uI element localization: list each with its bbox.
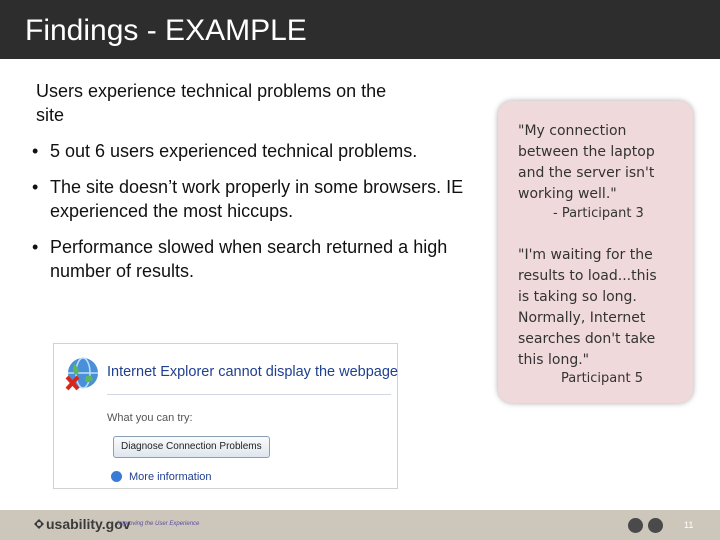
twitter-icon[interactable] — [648, 518, 663, 533]
error-heading: Internet Explorer cannot display the webpage — [107, 364, 398, 380]
divider — [107, 394, 391, 395]
finding-item: • The site doesn’t work properly in some browsers. IE experienced the most hiccups. — [30, 175, 470, 223]
suggestions-label: What you can try: — [107, 412, 193, 424]
quote-text: "I'm waiting for the results to load...this is taking so long. Normally, Internet searches don't take this long." — [518, 247, 657, 368]
title-bar — [0, 0, 720, 59]
globe-error-icon — [64, 356, 100, 392]
tagline: Improving the User Experience — [117, 521, 200, 527]
intro-text: Users experience technical problems on the site — [36, 81, 387, 125]
finding-item: • 5 out 6 users experienced technical problems. — [30, 139, 470, 163]
logo-mark-icon — [34, 519, 44, 529]
findings-list — [30, 139, 470, 295]
expand-arrow-icon[interactable] — [111, 471, 122, 482]
finding-item: • Performance slowed when search returned a high number of results. — [30, 235, 470, 283]
usability-logo[interactable]: usability.gov — [46, 516, 131, 532]
quote-attribution: - Participant 3 — [553, 206, 644, 221]
chat-icon[interactable] — [628, 518, 643, 533]
quote-attribution: Participant 5 — [561, 371, 643, 386]
page-number: 11 — [684, 520, 694, 530]
slide-title: Findings - EXAMPLE — [25, 14, 307, 47]
quote-text: "My connection between the laptop and the server isn't working well." — [518, 123, 655, 202]
more-information-link[interactable]: More information — [129, 471, 212, 483]
diagnose-connection-button[interactable]: Diagnose Connection Problems — [113, 436, 270, 458]
browser-error-screenshot — [53, 343, 398, 489]
footer-bar — [0, 510, 720, 540]
quotes-panel — [498, 101, 693, 403]
